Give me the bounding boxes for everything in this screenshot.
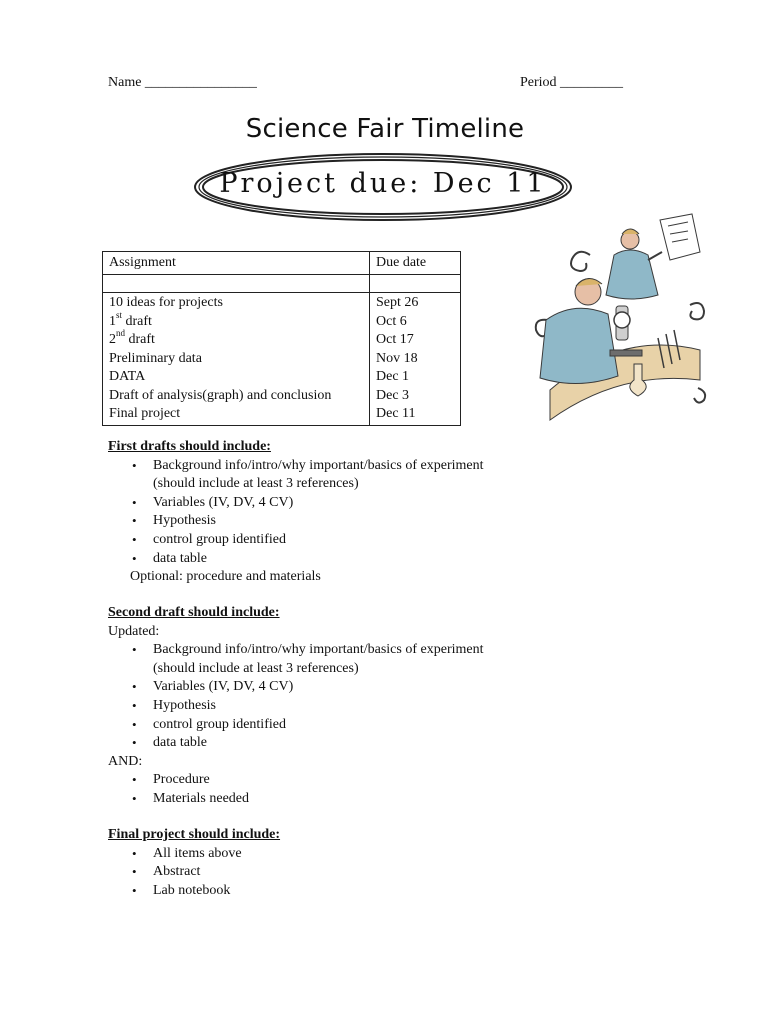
- list-item: • Variables (IV, DV, 4 CV): [108, 678, 748, 697]
- list-item: • Hypothesis: [108, 512, 748, 531]
- list-item: • Background info/intro/why important/basics of experiment: [108, 641, 748, 660]
- second-draft-heading: Second draft should include:: [108, 605, 280, 620]
- project-due-banner: [190, 150, 576, 224]
- table-row: [103, 293, 461, 426]
- due-date-cell: Sept 26 Oct 6 Oct 17 Nov 18 Dec 1 Dec 3 Dec 11: [370, 293, 461, 426]
- bullet-icon: •: [132, 735, 137, 751]
- first-drafts-heading: First drafts should include:: [108, 439, 271, 454]
- second-draft-and-list: [108, 771, 748, 808]
- bullet-icon: •: [132, 697, 137, 713]
- name-field-label: Name ________________: [108, 75, 257, 90]
- list-item: • All items above: [108, 845, 748, 864]
- bullet-icon: •: [132, 882, 137, 898]
- bullet-icon: •: [132, 457, 137, 473]
- second-draft-section: [108, 604, 748, 809]
- bullet-icon: •: [132, 772, 137, 788]
- list-item: • Abstract: [108, 863, 748, 882]
- due-date-column-header: Due date: [370, 252, 461, 275]
- table-blank-row: [103, 275, 461, 293]
- list-item: • Hypothesis: [108, 697, 748, 716]
- final-project-list: [108, 845, 748, 901]
- final-project-section: [108, 826, 748, 900]
- list-item: • Lab notebook: [108, 882, 748, 901]
- bullet-icon: •: [132, 716, 137, 732]
- list-item: • data table: [108, 550, 748, 569]
- list-item: • control group identified: [108, 531, 748, 550]
- first-drafts-section: [108, 438, 748, 587]
- bullet-icon: •: [132, 642, 137, 658]
- list-item: • Variables (IV, DV, 4 CV): [108, 494, 748, 513]
- bullet-icon: •: [132, 864, 137, 880]
- table-header-row: [103, 252, 461, 275]
- bullet-icon: •: [132, 790, 137, 806]
- and-label: AND:: [108, 753, 143, 769]
- list-item: • Procedure: [108, 771, 748, 790]
- assignment-column-header: Assignment: [103, 252, 370, 275]
- list-item: • control group identified: [108, 716, 748, 735]
- first-drafts-list: [108, 457, 748, 569]
- list-item-continuation: (should include at least 3 references): [153, 660, 359, 676]
- bullet-icon: •: [132, 531, 137, 547]
- bullet-icon: •: [132, 513, 137, 529]
- project-due-text: Project due: Dec 11: [219, 168, 547, 199]
- assignment-table: [102, 251, 461, 426]
- list-item: • data table: [108, 734, 748, 753]
- scientists-clipart-icon: [530, 210, 710, 425]
- optional-note: Optional: procedure and materials: [130, 569, 321, 585]
- final-project-heading: Final project should include:: [108, 827, 281, 842]
- bullet-icon: •: [132, 550, 137, 566]
- list-item: • Materials needed: [108, 790, 748, 809]
- bullet-icon: •: [132, 845, 137, 861]
- list-item-continuation: (should include at least 3 references): [153, 476, 359, 492]
- bullet-icon: •: [132, 679, 137, 695]
- updated-label: Updated:: [108, 623, 160, 639]
- page-title: Science Fair Timeline: [245, 114, 525, 144]
- bullet-icon: •: [132, 494, 137, 510]
- assignment-cell: 10 ideas for projects 1st draft 2nd draft Preliminary data DATA Draft of analysis(graph) and conclusion Final project: [103, 293, 370, 426]
- list-item: • Background info/intro/why important/basics of experiment: [108, 457, 748, 476]
- second-draft-list: [108, 641, 748, 753]
- period-field-label: Period _________: [520, 75, 624, 90]
